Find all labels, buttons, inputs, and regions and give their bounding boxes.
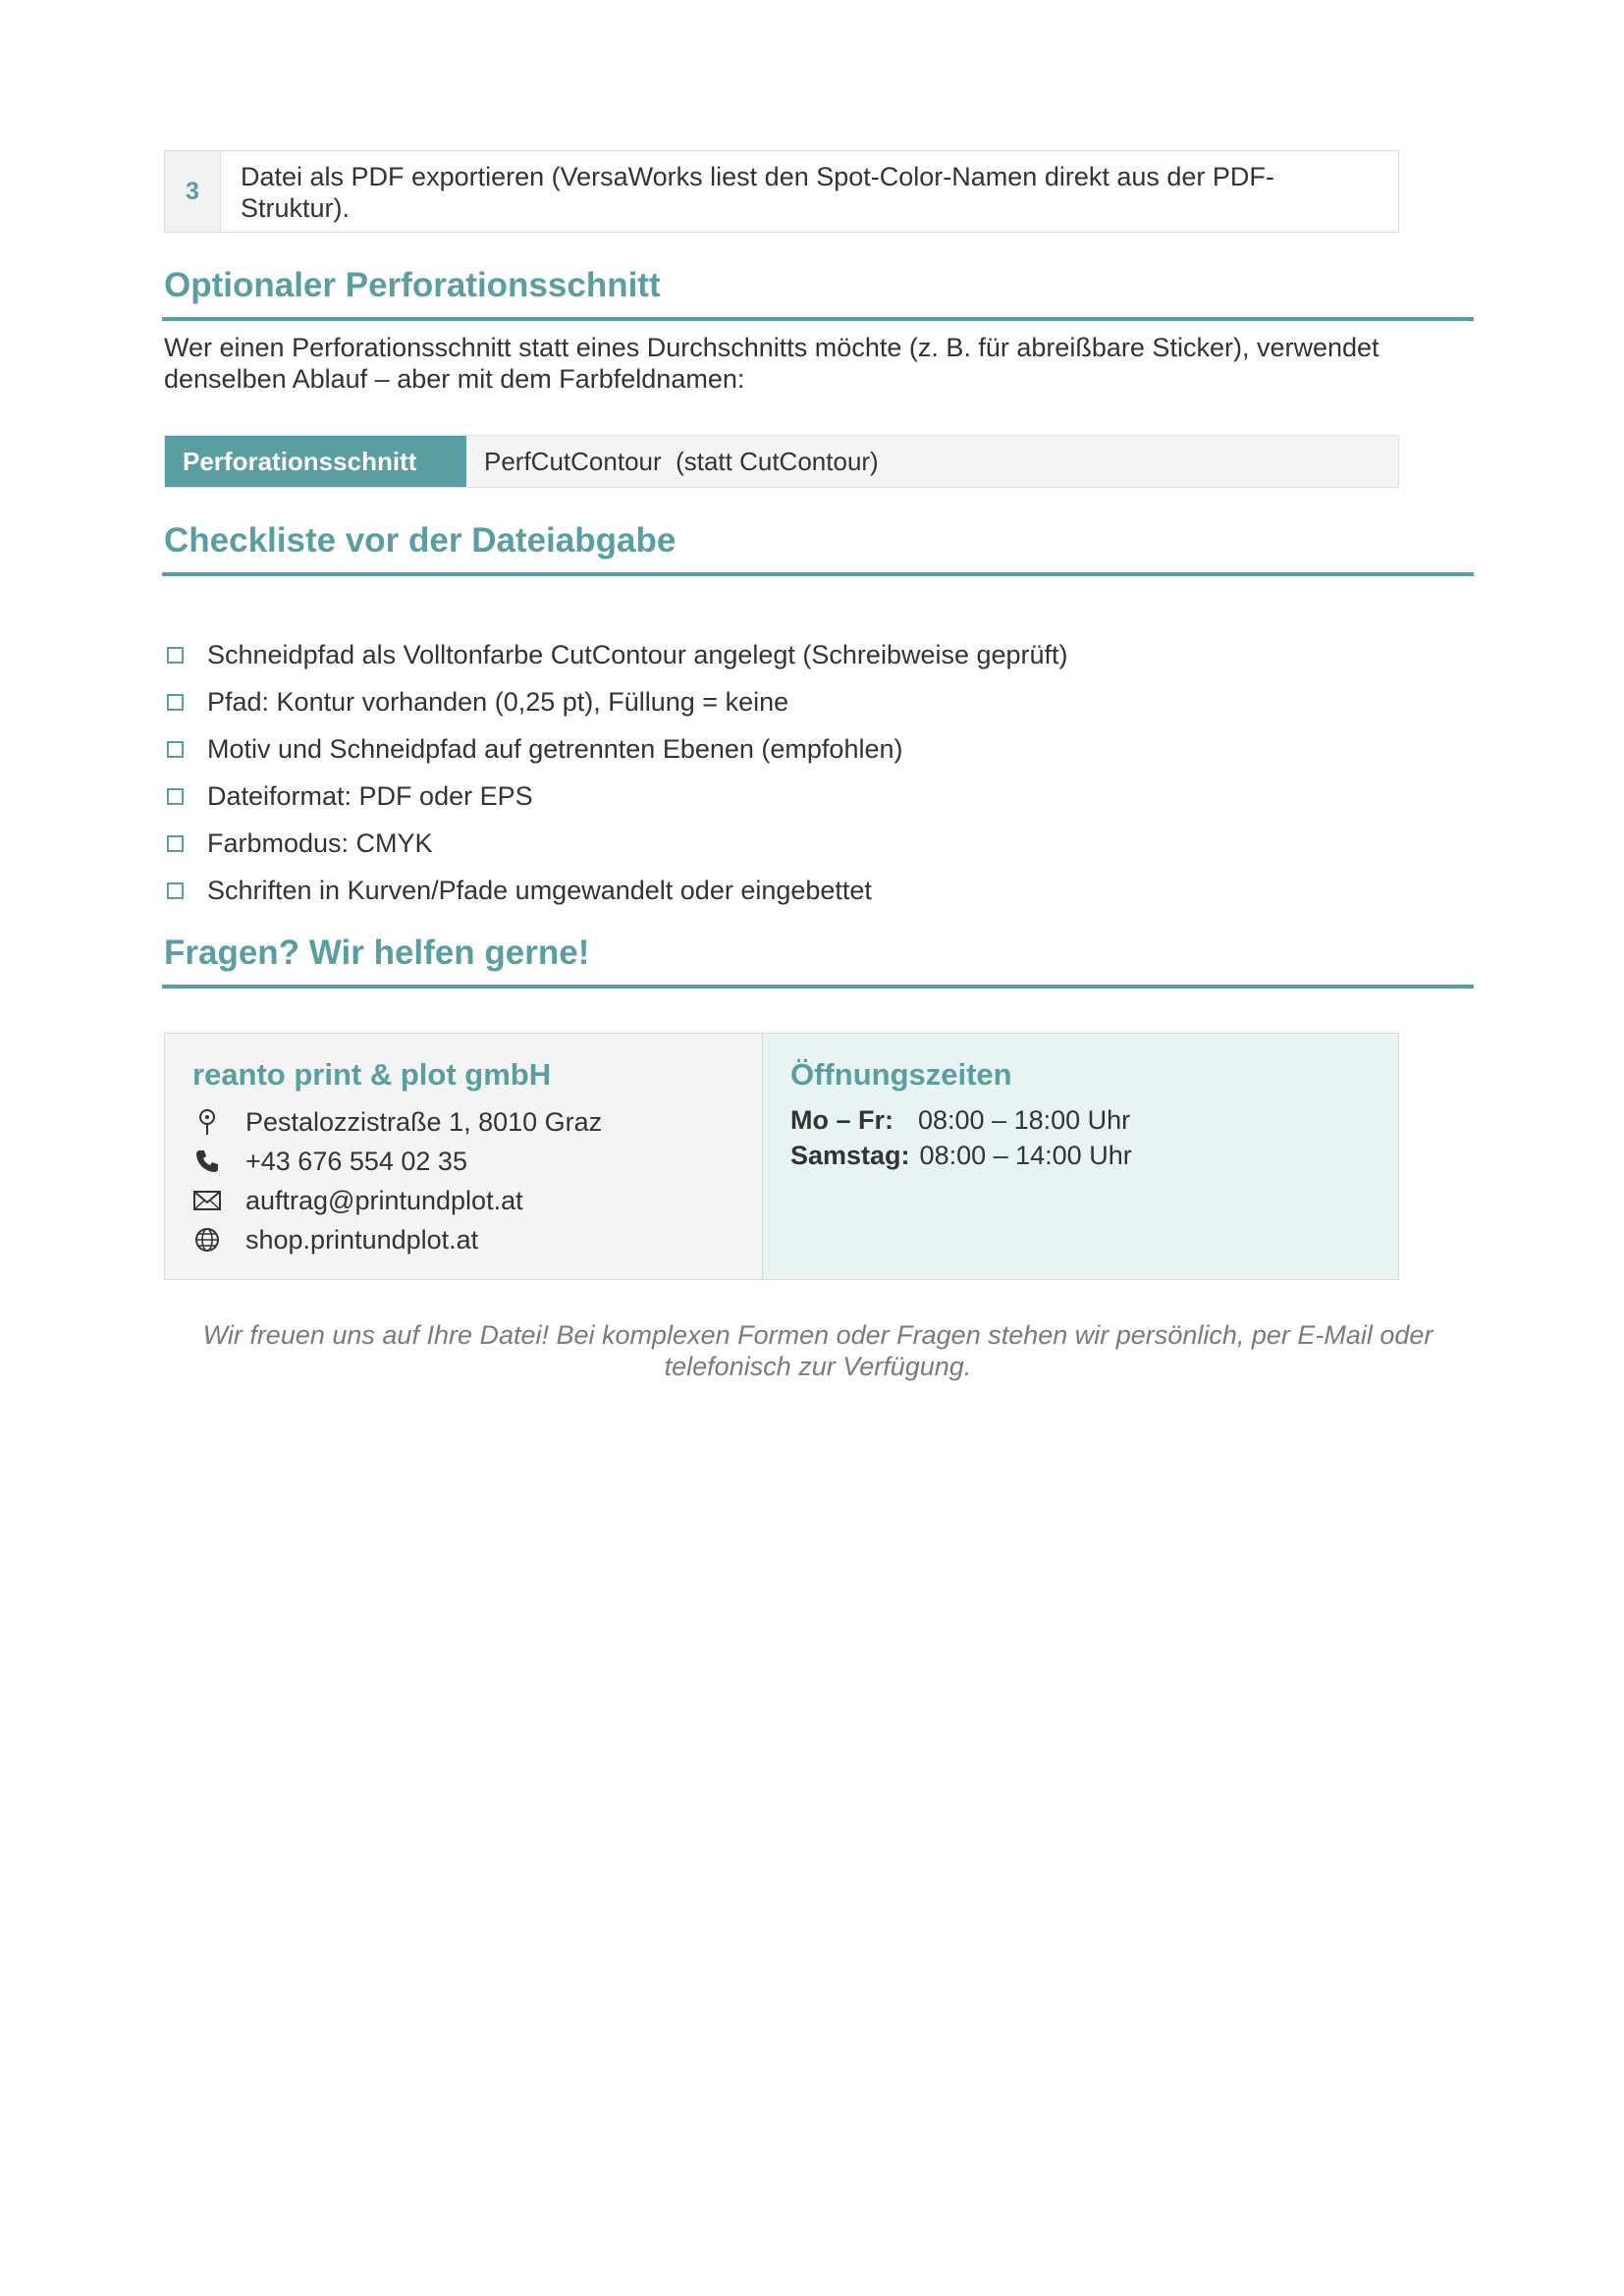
weekday-hours <box>790 1102 1398 1138</box>
web-line <box>192 1220 762 1259</box>
closing-note: Wir freuen uns auf Ihre Datei! Bei komplexen Formen oder Fragen stehen wir persönlich, per E-Mail oder telefonisch zur Verfügung. <box>202 1320 1434 1381</box>
company-name: reanto print & plot gmbH <box>192 1057 552 1092</box>
section-divider <box>162 985 1474 988</box>
section-divider <box>162 572 1474 576</box>
perforation-table-value: PerfCutContour (statt CutContour) <box>484 446 879 476</box>
checklist-item <box>167 867 1394 914</box>
checklist <box>167 631 1394 914</box>
phone-number[interactable]: +43 676 554 02 35 <box>245 1146 467 1176</box>
address-text: Pestalozzistraße 1, 8010 Graz <box>245 1106 603 1137</box>
perforation-table-label: Perforationsschnitt <box>165 436 466 487</box>
checklist-item <box>167 725 1394 773</box>
section-divider <box>162 317 1474 321</box>
website-link[interactable]: shop.printundplot.at <box>245 1224 479 1255</box>
checklist-item-label: Motiv und Schneidpfad auf getrennten Ebenen (empfohlen) <box>207 733 903 764</box>
checklist-item <box>167 773 1394 820</box>
phone-line <box>192 1142 762 1181</box>
weekday-value: 08:00 – 18:00 Uhr <box>903 1104 1131 1135</box>
address-line <box>192 1102 762 1142</box>
checkbox-icon <box>167 882 184 899</box>
saturday-value: 08:00 – 14:00 Uhr <box>919 1140 1132 1170</box>
saturday-hours <box>790 1138 1398 1173</box>
email-line <box>192 1181 762 1220</box>
perforation-heading: Optionaler Perforationsschnitt <box>164 266 661 304</box>
globe-icon <box>192 1225 222 1255</box>
checkbox-icon <box>167 741 184 758</box>
hours-title: Öffnungszeiten <box>790 1057 1012 1092</box>
checklist-item-label: Pfad: Kontur vorhanden (0,25 pt), Füllung = keine <box>207 686 789 717</box>
perforation-table-row <box>164 435 1399 488</box>
checkbox-icon <box>167 694 184 711</box>
checkbox-icon <box>167 647 184 664</box>
checklist-item-label: Schneidpfad als Volltonfarbe CutContour angelegt (Schreibweise geprüft) <box>207 639 1068 669</box>
weekday-label: Mo – Fr: <box>790 1104 893 1135</box>
contact-heading: Fragen? Wir helfen gerne! <box>164 934 590 972</box>
checklist-item <box>167 820 1394 867</box>
checkbox-icon <box>167 788 184 805</box>
checklist-item-label: Dateiformat: PDF oder EPS <box>207 780 533 811</box>
envelope-icon <box>192 1186 222 1215</box>
checklist-item-label: Farbmodus: CMYK <box>207 828 433 858</box>
checklist-item <box>167 631 1394 678</box>
perforation-paragraph: Wer einen Perforationsschnitt statt eines Durchschnitts möchte (z. B. für abreißbare Sticker), verwendet denselben Ablauf – aber mit dem Farbfeldnamen: <box>164 333 1380 394</box>
hours-panel <box>763 1034 1398 1279</box>
step-row <box>164 150 1399 233</box>
email-link[interactable]: auftrag@printundplot.at <box>245 1185 523 1215</box>
step-text: Datei als PDF exportieren (VersaWorks liest den Spot-Color-Namen direkt aus der PDF-Struktur). <box>241 162 1274 223</box>
map-pin-icon <box>192 1107 222 1137</box>
checkbox-icon <box>167 835 184 852</box>
checklist-item-label: Schriften in Kurven/Pfade umgewandelt oder eingebettet <box>207 875 872 905</box>
contact-panel <box>165 1034 763 1279</box>
checklist-item <box>167 678 1394 725</box>
step-number: 3 <box>165 151 221 232</box>
phone-icon <box>192 1147 222 1176</box>
saturday-label: Samstag: <box>790 1140 910 1170</box>
checklist-heading: Checkliste vor der Dateiabgabe <box>164 521 677 560</box>
contact-box <box>164 1033 1399 1280</box>
